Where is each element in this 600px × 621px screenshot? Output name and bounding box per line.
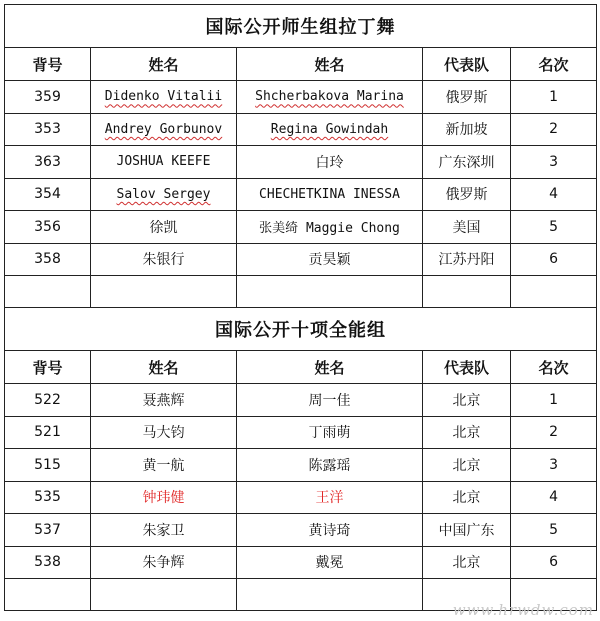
- cell-name2: Shcherbakova Marina: [237, 81, 423, 114]
- cell-number: 356: [5, 211, 91, 244]
- header-number: 背号: [5, 48, 91, 81]
- cell-number: 363: [5, 146, 91, 179]
- table-row: [5, 211, 597, 244]
- cell-name1: 聂燕辉: [91, 384, 237, 417]
- watermark: www.hrwdw.com: [452, 601, 594, 619]
- cell-name2: CHECHETKINA INESSA: [237, 178, 423, 211]
- header-team: 代表队: [423, 351, 511, 384]
- cell-name2: 陈露瑶: [237, 449, 423, 482]
- cell-rank: 6: [511, 243, 597, 276]
- cell-number: 537: [5, 514, 91, 547]
- cell-name1: Salov Sergey: [91, 178, 237, 211]
- blank-cell: [5, 579, 91, 611]
- cell-name1: 朱争辉: [91, 546, 237, 579]
- blank-cell: [511, 276, 597, 308]
- header-name: 姓名: [237, 48, 423, 81]
- cell-team: 北京: [423, 449, 511, 482]
- cell-number: 515: [5, 449, 91, 482]
- table-row: [5, 243, 597, 276]
- cell-team: 江苏丹阳: [423, 243, 511, 276]
- header-name: 姓名: [237, 351, 423, 384]
- cell-name2: 贡昊颖: [237, 243, 423, 276]
- cell-name2: Regina Gowindah: [237, 113, 423, 146]
- cell-team: 新加坡: [423, 113, 511, 146]
- header-rank: 名次: [511, 351, 597, 384]
- table-row: [5, 416, 597, 449]
- blank-cell: [5, 276, 91, 308]
- blank-cell: [91, 276, 237, 308]
- table-row: [5, 81, 597, 114]
- cell-rank: 1: [511, 384, 597, 417]
- cell-name2: 戴冕: [237, 546, 423, 579]
- cell-team: 中国广东: [423, 514, 511, 547]
- blank-row: [5, 276, 597, 308]
- cell-number: 521: [5, 416, 91, 449]
- section2-title-row: [5, 308, 597, 351]
- cell-number: 353: [5, 113, 91, 146]
- cell-team: 俄罗斯: [423, 178, 511, 211]
- cell-rank: 4: [511, 178, 597, 211]
- section1-title: 国际公开师生组拉丁舞: [5, 5, 597, 48]
- cell-name1: Didenko Vitalii: [91, 81, 237, 114]
- cell-team: 北京: [423, 416, 511, 449]
- header-rank: 名次: [511, 48, 597, 81]
- cell-number: 359: [5, 81, 91, 114]
- blank-cell: [237, 276, 423, 308]
- results-table: [4, 4, 597, 611]
- table-row: [5, 481, 597, 514]
- cell-name2: 丁雨萌: [237, 416, 423, 449]
- cell-rank: 5: [511, 211, 597, 244]
- cell-name2: 张美绮 Maggie Chong: [237, 211, 423, 244]
- cell-rank: 5: [511, 514, 597, 547]
- table-row: [5, 178, 597, 211]
- header-name: 姓名: [91, 48, 237, 81]
- section2-title: 国际公开十项全能组: [5, 308, 597, 351]
- cell-team: 北京: [423, 384, 511, 417]
- cell-name1: JOSHUA KEEFE: [91, 146, 237, 179]
- table-row: [5, 146, 597, 179]
- header-name: 姓名: [91, 351, 237, 384]
- cell-rank: 3: [511, 449, 597, 482]
- header-number: 背号: [5, 351, 91, 384]
- section1-header-row: [5, 48, 597, 81]
- cell-number: 354: [5, 178, 91, 211]
- section2-header-row: [5, 351, 597, 384]
- cell-team: 北京: [423, 546, 511, 579]
- cell-name2: 周一佳: [237, 384, 423, 417]
- cell-name1-highlighted: 钟玮健: [91, 481, 237, 514]
- cell-rank: 2: [511, 416, 597, 449]
- cell-team: 美国: [423, 211, 511, 244]
- blank-cell: [423, 276, 511, 308]
- cell-rank: 3: [511, 146, 597, 179]
- cell-name1: 马大钧: [91, 416, 237, 449]
- cell-name1: Andrey Gorbunov: [91, 113, 237, 146]
- table-row: [5, 449, 597, 482]
- cell-rank: 1: [511, 81, 597, 114]
- cell-number: 522: [5, 384, 91, 417]
- section1-title-row: [5, 5, 597, 48]
- cell-name1: 黄一航: [91, 449, 237, 482]
- cell-name1: 朱家卫: [91, 514, 237, 547]
- header-team: 代表队: [423, 48, 511, 81]
- cell-team: 俄罗斯: [423, 81, 511, 114]
- cell-name1: 朱银行: [91, 243, 237, 276]
- cell-number: 535: [5, 481, 91, 514]
- results-sheet: [4, 4, 596, 611]
- cell-number: 358: [5, 243, 91, 276]
- cell-name2-highlighted: 王洋: [237, 481, 423, 514]
- cell-number: 538: [5, 546, 91, 579]
- table-row: [5, 514, 597, 547]
- blank-cell: [237, 579, 423, 611]
- cell-team: 北京: [423, 481, 511, 514]
- table-row: [5, 384, 597, 417]
- cell-rank: 2: [511, 113, 597, 146]
- cell-rank: 4: [511, 481, 597, 514]
- cell-name1: 徐凯: [91, 211, 237, 244]
- table-row: [5, 546, 597, 579]
- table-row: [5, 113, 597, 146]
- cell-rank: 6: [511, 546, 597, 579]
- cell-name2: 白玲: [237, 146, 423, 179]
- blank-cell: [91, 579, 237, 611]
- cell-team: 广东深圳: [423, 146, 511, 179]
- cell-name2: 黄诗琦: [237, 514, 423, 547]
